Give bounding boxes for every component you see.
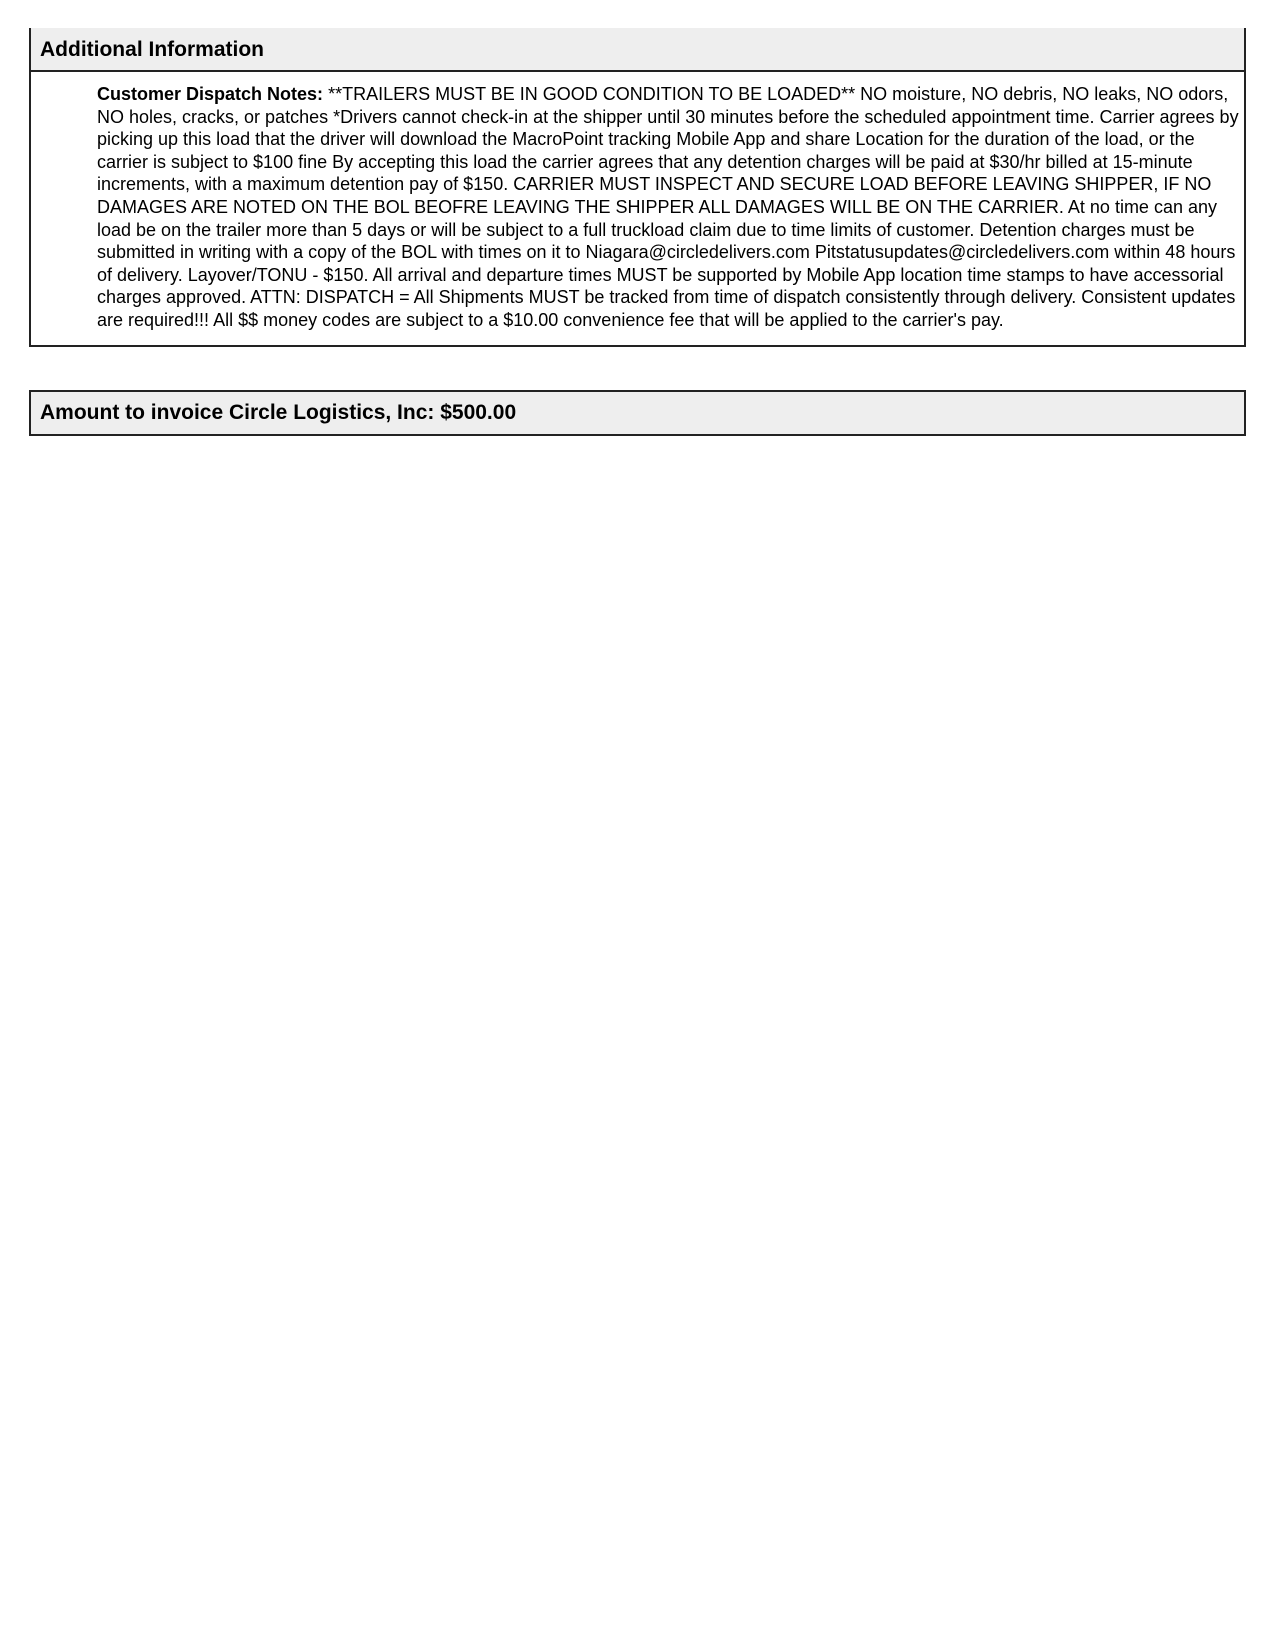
dispatch-notes-label: Customer Dispatch Notes: [97,84,324,104]
dispatch-notes-text: **TRAILERS MUST BE IN GOOD CONDITION TO BE LOADED** NO moisture, NO debris, NO leaks, NO odors, NO holes, cracks, or patches *Drivers cannot check-in at the shipper until 30 minutes before the scheduled appointment time. Carrier agrees by picking up this load that the driver will download the MacroPoint tracking Mobile App and share Location for the duration of the load, or the carrier is subject to $100 fine By accepting this load the carrier agrees that any detention charges will be paid at $30/hr billed at 15-minute increments, with a maximum detention pay of $150. CARRIER MUST INSPECT AND SECURE LOAD BEFORE LEAVING SHIPPER, IF NO DAMAGES ARE NOTED ON THE BOL BEOFRE LEAVING THE SHIPPER ALL DAMAGES WILL BE ON THE CARRIER. At no time can any load be on the trailer more than 5 days or will be subject to a full truckload claim due to time limits of customer. Detention charges must be submitted in writing with a copy of the BOL with times on it to Niagara@circledelivers.com Pitstatusupdates@circledelivers.com within 48 hours of delivery. Layover/TONU - $150. All arrival and departure times MUST be supported by Mobile App location time stamps to have accessorial charges approved. ATTN: DISPATCH = All Shipments MUST be tracked from time of dispatch consistently through delivery. Consistent updates are required!!! All $$ money codes are subject to a $10.00 convenience fee that will be applied to the carrier's pay. [97,84,1239,330]
dispatch-notes [31,72,1244,345]
invoice-amount-label: Amount to invoice Circle Logistics, Inc: $500.00 [31,392,1244,434]
invoice-amount-section [29,390,1246,436]
additional-information-title: Additional Information [31,28,1244,72]
additional-information-section [29,28,1246,347]
